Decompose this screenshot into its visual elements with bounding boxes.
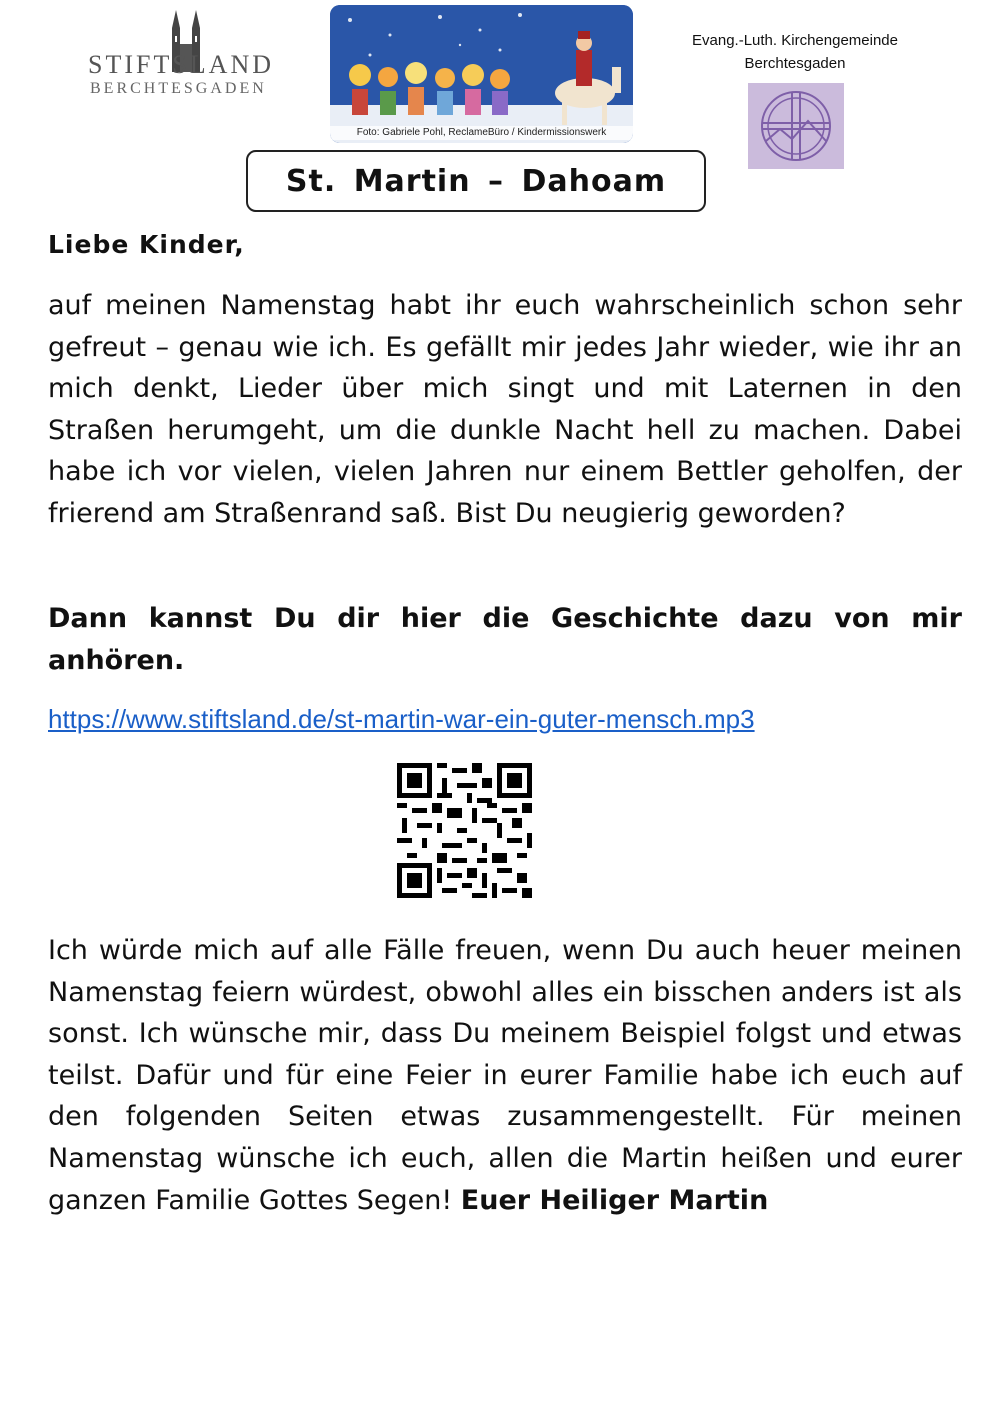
- church-name-line2: Berchtesgaden: [744, 55, 846, 72]
- page-title: St. Martin – Dahoam: [285, 163, 667, 199]
- stiftsland-logo: [88, 10, 288, 100]
- closing-text: Ich würde mich auf alle Fälle freuen, wenn Du auch heuer meinen Namenstag feiern würdest, obwohl alles ein bisschen anders ist als sonst. Ich wünsche mir, dass Du meinem Beispiel folgst und etwas teilst. Dafür und für eine Feier in eurer Familie habe ich euch auf den folgenden Seiten etwas zusammengestellt. Für meinen Namenstag wünsche ich euch, allen die Martin heißen und eurer ganzen Familie Gottes Segen!: [48, 935, 962, 1216]
- cross-circle-icon: [748, 83, 844, 169]
- photo-credit: Foto: Gabriele Pohl, ReclameBüro / Kindermissionswerk: [330, 126, 633, 140]
- audio-story-link[interactable]: https://www.stiftsland.de/st-martin-war-ein-guter-mensch.mp3: [48, 704, 755, 734]
- signature: Euer Heiliger Martin: [460, 1184, 769, 1216]
- paragraph-closing: [48, 930, 962, 1221]
- header-illustration: [330, 5, 633, 143]
- paragraph-listen: Dann kannst Du dir hier die Geschichte dazu von mir anhören.: [48, 603, 962, 676]
- title-box: [246, 150, 706, 212]
- church-name: [670, 29, 920, 75]
- greeting: Liebe Kinder,: [48, 230, 245, 259]
- logo-text-stiftsland: STIFTSLAND: [88, 50, 275, 79]
- church-logo: [748, 83, 844, 169]
- qr-code: [397, 763, 532, 898]
- paragraph-intro: auf meinen Namenstag habt ihr euch wahrscheinlich schon sehr gefreut – genau wie ich. Es gefällt mir jedes Jahr wieder, wie ihr an mich denkt, Lieder über mich singt und mit Laternen in den Straßen herumgeht, um die dunkle Nacht hell zu machen. Dabei habe ich vor vielen, vielen Jahren nur einem Bettler geholfen, der frierend am Straßenrand saß. Bist Du neugierig geworden?: [48, 290, 962, 529]
- logo-text-berchtesgaden: BERCHTESGADEN: [90, 80, 267, 97]
- lantern-procession-illustration: [330, 5, 633, 143]
- church-name-line1: Evang.-Luth. Kirchengemeinde: [692, 32, 898, 49]
